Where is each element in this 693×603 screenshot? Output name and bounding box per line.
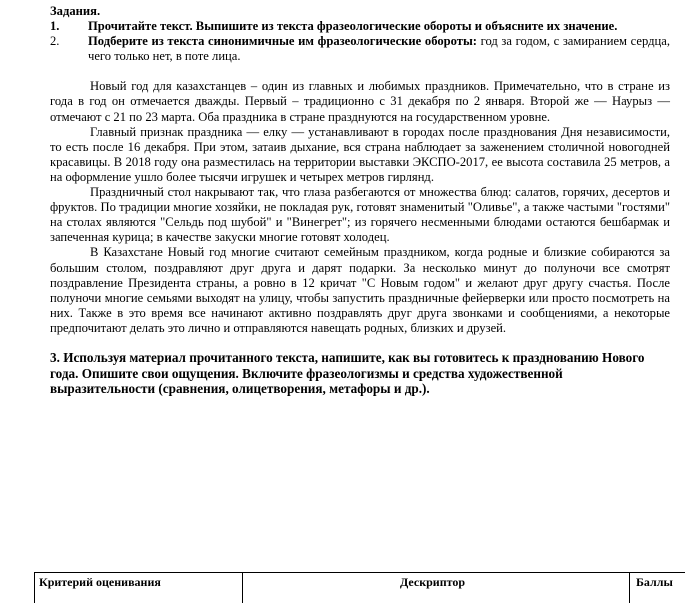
- task-2-rest: год за годом, с замиранием сердца, чего только нет, в поте лица.: [88, 34, 670, 64]
- task-2-bold: Подберите из текста синонимичные им фразеологические обороты:: [88, 34, 477, 49]
- task-2-text: [88, 34, 670, 64]
- paragraph-3: Праздничный стол накрывают так, что глаза разбегаются от множества блюд: салатов, горячих, десертов и фруктов. По традиции многие хозяйки, не покладая рук, готовят знаменитый "Оливье", а также частыми "гостями" на столах являются "Сельдь под шубой" и "Винегрет"; из горячего несменными блюдами остаются бешбармак и запеченная курица; в качестве закуски многие готовят холодец.: [50, 185, 670, 245]
- paragraph-1: Новый год для казахстанцев – один из главных и любимых праздников. Примечательно, что в стране из года в год он отмечается дважды. Первый – традиционно с 31 декабря по 2 января. Второй же — Наурыз — отмечают с 21 по 23 марта. Оба праздника в стране празднуются на государственном уровне.: [50, 79, 670, 124]
- assessment-table: [34, 572, 685, 603]
- task-3-text: 3. Используя материал прочитанного текста, напишите, как вы готовитесь к празднованию Нового года. Опишите свои ощущения. Включите фразеологизмы и средства художественной выразительности (сравнения, олицетворения, метафоры и др.).: [50, 349, 645, 397]
- task-1-text: Прочитайте текст. Выпишите из текста фразеологические обороты и объясните их значение.: [88, 19, 618, 34]
- paragraph-4: В Казахстане Новый год многие считают семейным праздником, когда родные и близкие собираются за большим столом, поздравляют друг друга и дарят подарки. За несколько минут до полуночи все смотрят поздравление Президента страны, а ровно в 12 кричат "С Новым годом" и желают друг другу счастья. После полуночи многие семьями выходят на улицу, чтобы запустить праздничные фейерверки или просто посмотреть на них. Также в это время все начинают активно поздравлять друг друга звонками и сообщениями, а некоторые предпочитают делать это лично и отправляются навещать родных, близких и друзей.: [50, 245, 670, 335]
- paragraph-2: Главный признак праздника — елку — устанавливают в городах после празднования Дня независимости, то есть после 16 декабря. При этом, затаив дыхание, вся страна наблюдает за заженением столичной новогодней красавицы. В 2018 году она разместилась на территории выставки ЭКСПО-2017, ее высота составила 25 метров, а на оформление ушло более тысячи игрушек и четырех метров гирлянд.: [50, 124, 670, 184]
- criteria-column: [35, 573, 243, 603]
- points-header: Баллы: [636, 575, 673, 589]
- task-2-number: 2.: [50, 34, 60, 49]
- points-column: [630, 573, 684, 603]
- task-1: [50, 19, 670, 34]
- document-page: [50, 4, 670, 397]
- task-2: [50, 34, 670, 64]
- descriptor-header: Дескриптор: [400, 575, 466, 589]
- tasks-header: Задания.: [50, 4, 101, 18]
- task-1-number: 1.: [50, 19, 60, 34]
- descriptor-column: [243, 573, 630, 603]
- criteria-header: Критерий оценивания: [39, 575, 161, 589]
